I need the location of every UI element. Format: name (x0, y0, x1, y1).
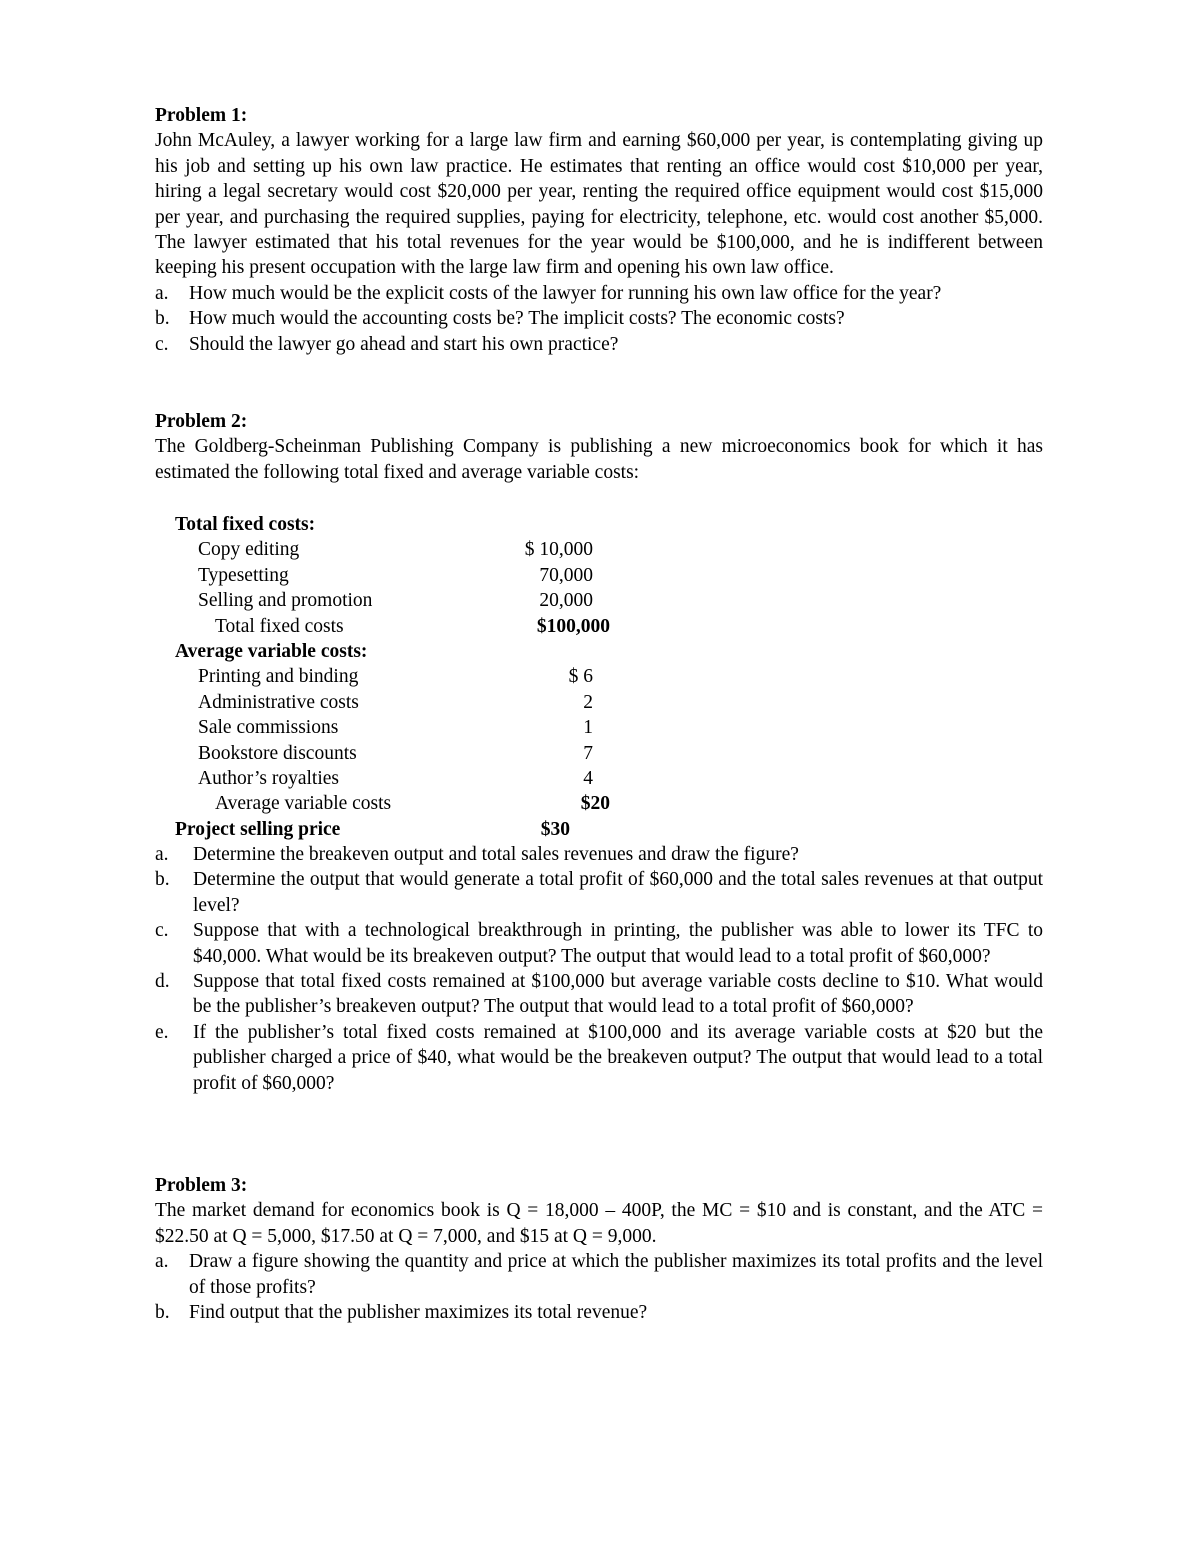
list-item (155, 842, 1043, 867)
list-item-label: b. (155, 308, 170, 330)
list-item-label: a. (155, 844, 169, 865)
problem-3-title: Problem 3: (155, 1175, 248, 1196)
selling-price-label: Project selling price (175, 818, 341, 840)
list-item-label: d. (155, 971, 170, 993)
cost-value: $ 10,000 (524, 539, 593, 561)
list-item-label: a. (155, 282, 169, 304)
list-item-label: c. (155, 333, 169, 355)
list-item (155, 1300, 1043, 1325)
table-row (175, 715, 593, 740)
list-item-label: b. (155, 869, 170, 891)
cost-label: Printing and binding (198, 666, 359, 688)
cost-label: Copy editing (198, 539, 300, 561)
avc-heading: Average variable costs: (175, 640, 368, 662)
total-fixed-costs-value: $100,000 (536, 615, 610, 637)
cost-label: Author’s royalties (198, 767, 339, 789)
list-item-text: Suppose that with a technological breakthrough in printing, the publisher was able to lower its TFC to $40,000. What would be its breakeven output? The output that would lead to a total profit of $60,000? (193, 920, 1043, 967)
problem-1-body: John McAuley, a lawyer working for a large law firm and earning $60,000 per year, is contemplating giving up his job and setting up his own law practice. He estimates that renting an office would cost $10,000 per year, hiring a legal secretary would cost $20,000 per year, renting the required office equipment would cost $15,000 per year, and purchasing the required supplies, paying for electricity, telephone, etc. would cost another $5,000. The lawyer estimated that his total revenues for the year would be $100,000, and he is indifferent between keeping his present occupation with the large law firm and opening his own law office. (155, 130, 1043, 279)
list-item-text: Determine the breakeven output and total sales revenues and draw the figure? (193, 844, 799, 865)
cost-value: $ 6 (568, 666, 593, 688)
problem-2-questions (155, 842, 1043, 1096)
list-item-text: How much would be the explicit costs of the lawyer for running his own law office for the year? (189, 282, 942, 304)
cost-value: 4 (583, 767, 593, 789)
cost-label: Administrative costs (198, 691, 359, 713)
problem-2-body: The Goldberg-Scheinman Publishing Company is publishing a new microeconomics book for which it has estimated the following total fixed and average variable costs: (155, 436, 1043, 483)
problem-1-questions (155, 281, 1043, 357)
cost-table (175, 512, 610, 842)
problem-1 (155, 103, 1043, 357)
cost-value: 1 (583, 717, 593, 739)
cost-value: 2 (583, 691, 593, 713)
list-item (155, 918, 1043, 969)
list-item-text: Find output that the publisher maximizes its total revenue? (189, 1302, 648, 1324)
list-item (155, 969, 1043, 1020)
cost-label: Selling and promotion (198, 590, 373, 612)
table-row (175, 741, 593, 766)
list-item (155, 1020, 1043, 1096)
list-item (155, 1249, 1043, 1300)
total-fixed-costs-label: Total fixed costs (215, 615, 344, 637)
list-item-text: Draw a figure showing the quantity and price at which the publisher maximizes its total profits and the level of those profits? (189, 1251, 1043, 1298)
table-row (175, 664, 593, 689)
list-item (155, 332, 1043, 357)
problem-3-questions (155, 1249, 1043, 1325)
table-row (175, 791, 610, 816)
problem-1-title: Problem 1: (155, 105, 248, 126)
cost-value: 7 (583, 742, 593, 764)
fixed-costs-heading: Total fixed costs: (175, 514, 316, 535)
table-row (175, 512, 575, 537)
list-item-text: Suppose that total fixed costs remained at $100,000 but average variable costs decline to $10. What would be the publisher’s breakeven output? The output that would lead to a total profit of $60,000? (193, 971, 1043, 1018)
list-item-text: If the publisher’s total fixed costs remained at $100,000 and its average variable costs at $20 but the publisher charged a price of $40, what would be the breakeven output? The output that would lead to a total profit of $60,000? (193, 1021, 1043, 1094)
table-row (175, 537, 593, 562)
table-row (175, 690, 593, 715)
problem-2-questions-block (155, 842, 1043, 1096)
table-row (175, 766, 593, 791)
table-row (175, 614, 610, 639)
list-item-text: Should the lawyer go ahead and start his own practice? (189, 333, 619, 355)
list-item (155, 306, 1043, 331)
list-item-label: b. (155, 1302, 170, 1324)
cost-value: 20,000 (539, 590, 593, 612)
cost-label: Bookstore discounts (198, 742, 357, 764)
avc-total-label: Average variable costs (215, 793, 392, 815)
table-row (175, 639, 575, 664)
list-item-label: c. (155, 920, 169, 942)
problem-2-title: Problem 2: (155, 411, 248, 432)
list-item (155, 867, 1043, 918)
list-item-label: a. (155, 1251, 169, 1273)
problem-3-body: The market demand for economics book is Q = 18,000 – 400P, the MC = $10 and is constant, and the ATC = $22.50 at Q = 5,000, $17.50 at Q = 7,000, and $15 at Q = 9,000. (155, 1200, 1043, 1247)
problem-2 (155, 409, 1043, 485)
table-row (175, 588, 593, 613)
cost-value: 70,000 (539, 564, 593, 586)
list-item-label: e. (155, 1021, 169, 1043)
avc-total-value: $20 (580, 793, 610, 815)
selling-price-value: $30 (540, 818, 570, 840)
list-item-text: How much would the accounting costs be? The implicit costs? The economic costs? (189, 308, 845, 330)
list-item (155, 281, 1043, 306)
list-item-text: Determine the output that would generate a total profit of $60,000 and the total sales revenues at that output level? (193, 869, 1043, 916)
table-row (175, 817, 575, 842)
table-row (175, 563, 593, 588)
cost-label: Typesetting (198, 564, 289, 586)
cost-label: Sale commissions (198, 717, 339, 739)
problem-3 (155, 1173, 1043, 1325)
